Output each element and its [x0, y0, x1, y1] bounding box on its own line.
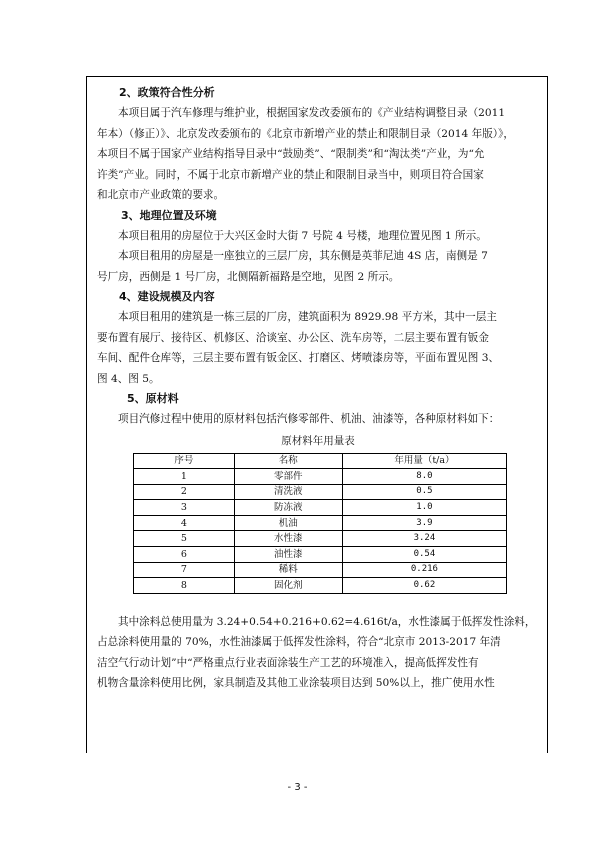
- coating-paragraph: [97, 612, 539, 694]
- cell-amount: 8.0: [342, 469, 506, 485]
- table-header-row: [134, 453, 507, 469]
- text-line: 项目汽修过程中使用的原材料包括汽修零部件、机油、油漆等，各种原材料如下：: [118, 413, 500, 425]
- cell-name: 稀料: [234, 562, 342, 578]
- location-paragraph-2: [97, 246, 539, 287]
- cell-amount: 0.54: [342, 547, 506, 563]
- section-heading-scale: 4、建设规模及内容: [119, 290, 215, 303]
- content-frame: [86, 76, 548, 753]
- text-line: 和北京市产业政策的要求。: [97, 189, 225, 201]
- cell-index: 1: [134, 469, 235, 485]
- cell-name: 油性漆: [234, 547, 342, 563]
- text-line: 号厂房，西侧是 1 号厂房，北侧隔新福路是空地，见图 2 所示。: [97, 270, 400, 283]
- cell-amount: 0.216: [342, 562, 506, 578]
- text-line: 机物含量涂料使用比例，家具制造及其他工业涂装项目达到 50%以上，推广使用水性: [97, 677, 495, 690]
- materials-intro: [97, 409, 539, 430]
- policy-paragraph: [97, 103, 539, 206]
- cell-index: 2: [134, 484, 235, 500]
- text-line: 许类”产业。同时，不属于北京市新增产业的禁止和限制目录当中，则项目符合国家: [97, 168, 484, 181]
- col-header-amount: 年用量（t/a）: [342, 453, 506, 469]
- cell-name: 机油: [234, 515, 342, 531]
- scale-paragraph: [97, 307, 539, 389]
- cell-name: 零部件: [234, 469, 342, 485]
- text-line: 车间、配件仓库等，三层主要布置有钣金区、打磨区、烤喷漆房等，平面布置见图 3、: [97, 352, 500, 364]
- location-paragraph-1: [97, 226, 539, 247]
- table-row: [134, 484, 507, 500]
- cell-name: 水性漆: [234, 531, 342, 547]
- text-line: 本项目不属于国家产业结构指导目录中“鼓励类”、“限制类”和“淘汰类”产业，为“允: [97, 148, 485, 160]
- text-line: 本项目租用的建筑是一栋三层的厂房，建筑面积为 8929.98 平方米，其中一层主: [118, 311, 497, 323]
- text-line: 本项目属于汽车修理与维护业，根据国家发改委颁布的《产业结构调整目录（2011: [118, 107, 506, 119]
- text-line: 洁空气行动计划”中“严格重点行业表面涂装生产工艺的环境准入，提高低挥发性有: [97, 656, 479, 669]
- cell-amount: 1.0: [342, 500, 506, 516]
- cell-name: 固化剂: [234, 578, 342, 594]
- col-header-name: 名称: [234, 453, 342, 469]
- cell-name: 清洗液: [234, 484, 342, 500]
- table-row: [134, 469, 507, 485]
- cell-amount: 0.62: [342, 578, 506, 594]
- col-header-index: 序号: [134, 453, 235, 469]
- materials-table: [133, 453, 507, 594]
- section-heading-materials: 5、原材料: [127, 392, 179, 405]
- cell-index: 7: [134, 562, 235, 578]
- text-line: 图 4、图 5。: [97, 372, 160, 385]
- cell-index: 6: [134, 547, 235, 563]
- section-heading-policy: 2、政策符合性分析: [119, 86, 215, 99]
- table-row: [134, 500, 507, 516]
- page-content: [97, 83, 539, 694]
- text-line: 其中涂料总使用量为 3.24+0.54+0.216+0.62=4.616t/a，水性漆属于低挥发性涂料，: [118, 615, 536, 628]
- spacer: [97, 594, 539, 612]
- cell-name: 防冻液: [234, 500, 342, 516]
- cell-index: 3: [134, 500, 235, 516]
- cell-index: 4: [134, 515, 235, 531]
- table-row: [134, 531, 507, 547]
- table-row: [134, 547, 507, 563]
- table-row: [134, 562, 507, 578]
- page-number: - 3 -: [287, 782, 308, 793]
- cell-amount: 3.24: [342, 531, 506, 547]
- text-line: 年本）（修正）》、北京发改委颁布的《北京市新增产业的禁止和限制目录（2014 年版）》，: [97, 127, 514, 140]
- text-line: 占总涂料使用量的 70%，水性油漆属于低挥发性涂料，符合“北京市 2013-2017 年清: [97, 636, 501, 649]
- table-row: [134, 578, 507, 594]
- cell-amount: 3.9: [342, 515, 506, 531]
- text-line: 本项目租用的房屋是一座独立的三层厂房，其东侧是英菲尼迪 4S 店，南侧是 7: [118, 250, 488, 262]
- cell-index: 5: [134, 531, 235, 547]
- text-line: 要布置有展厅、接待区、机修区、洽谈室、办公区、洗车房等，二层主要布置有钣金: [97, 331, 489, 344]
- cell-index: 8: [134, 578, 235, 594]
- table-caption: 原材料年用量表: [281, 434, 355, 447]
- text-line: 本项目租用的房屋位于大兴区金时大街 7 号院 4 号楼，地理位置见图 1 所示。: [118, 229, 487, 242]
- cell-amount: 0.5: [342, 484, 506, 500]
- section-heading-location: 3、地理位置及环境: [121, 208, 217, 222]
- table-row: [134, 515, 507, 531]
